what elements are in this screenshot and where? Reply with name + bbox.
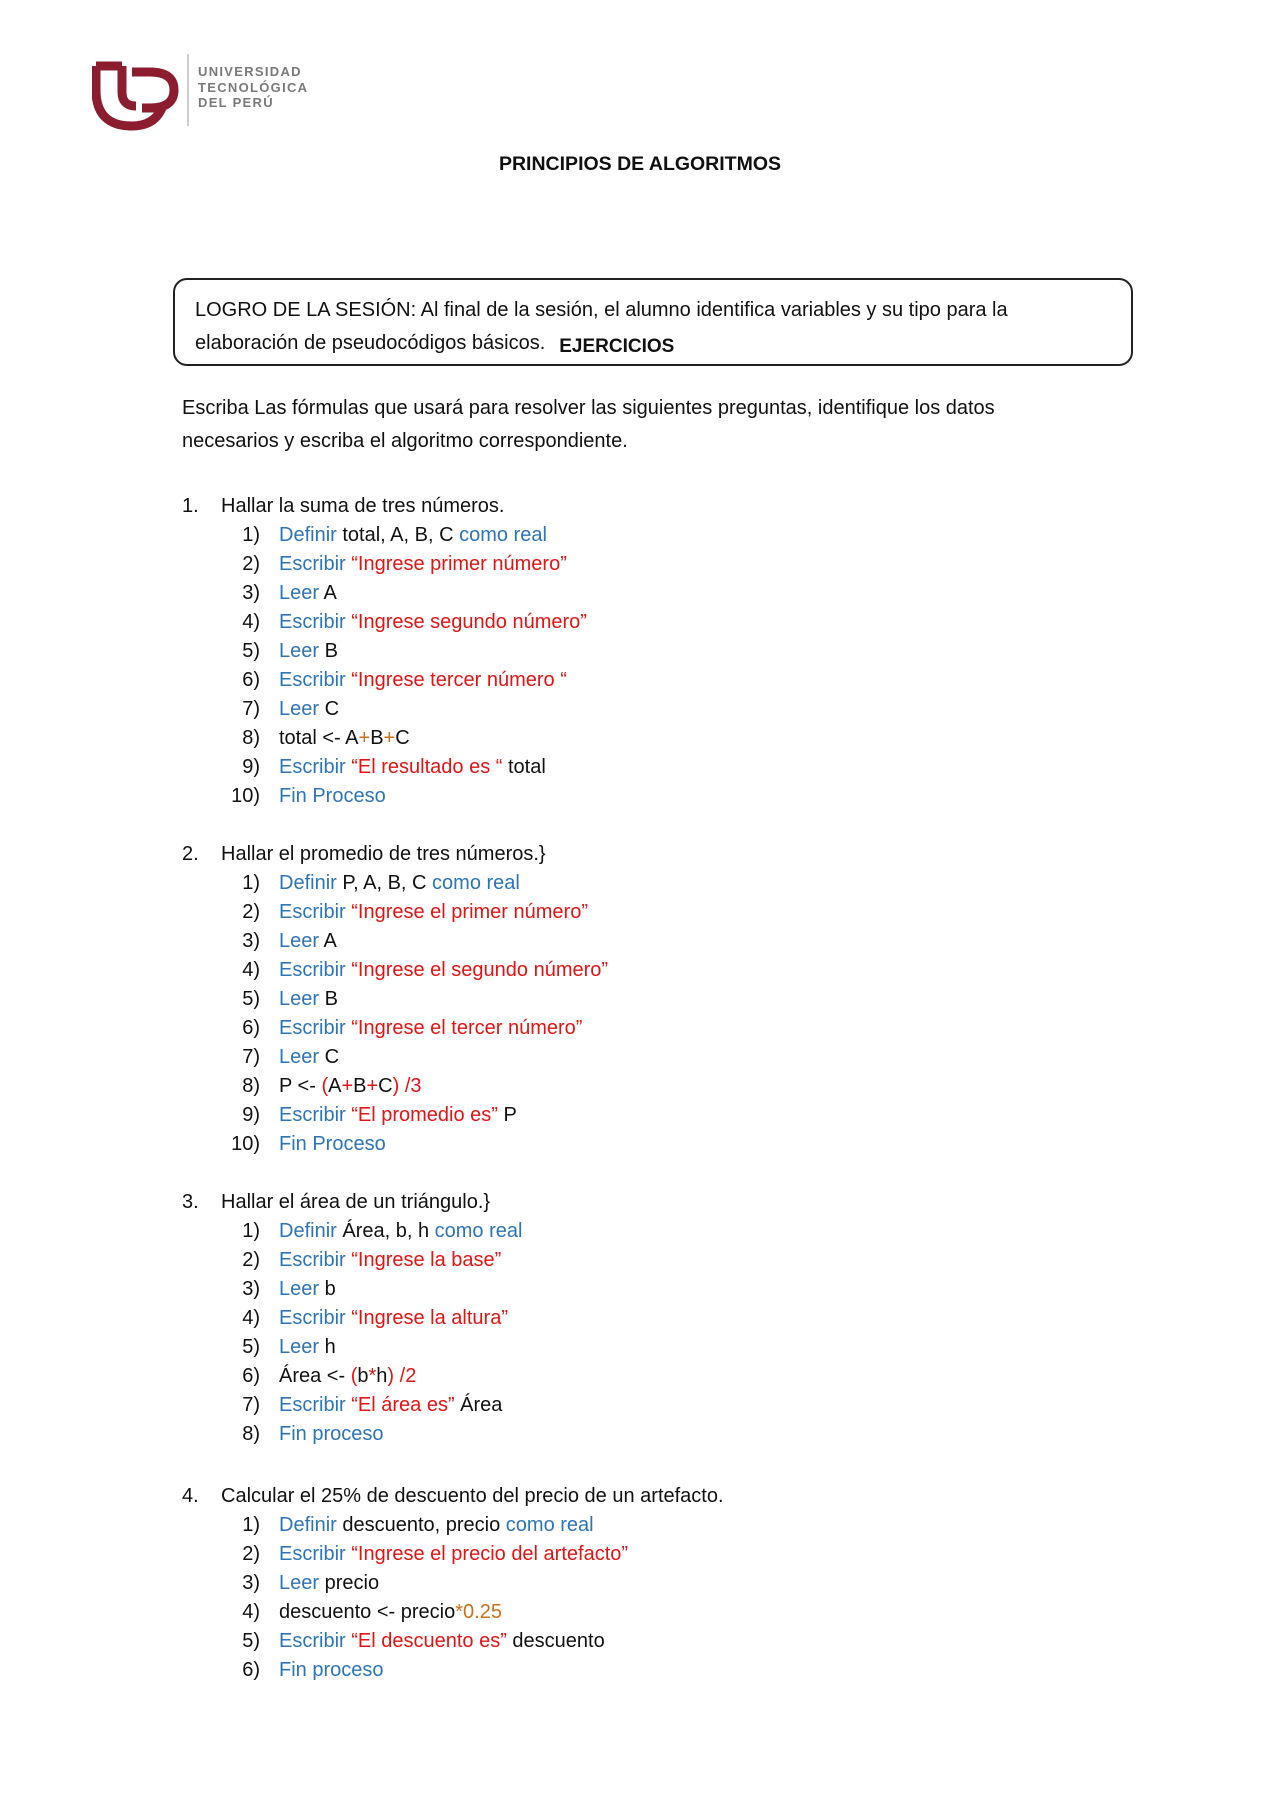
exercise-title: Hallar la suma de tres números. — [221, 495, 505, 517]
step-number: 5) — [242, 1336, 260, 1358]
keyword-token: Leer — [279, 1572, 320, 1594]
keyword-token: Definir — [279, 1514, 337, 1536]
keyword-token: como real — [459, 524, 547, 546]
step-row — [182, 666, 1132, 695]
exercise-number: 1. — [182, 495, 199, 517]
string-token: ) /2 — [387, 1365, 417, 1387]
string-token: “Ingrese la base” — [351, 1249, 502, 1271]
step-number: 9) — [242, 1104, 260, 1126]
step-number: 6) — [242, 1659, 260, 1681]
exercise-number: 3. — [182, 1191, 199, 1213]
step-row — [182, 1072, 1132, 1101]
step-number: 2) — [242, 1543, 260, 1565]
code-text: Área — [454, 1394, 503, 1416]
keyword-token: Leer — [279, 698, 320, 720]
string-token: “Ingrese el segundo número” — [351, 959, 609, 981]
step-number: 4) — [242, 611, 260, 633]
step-number: 3) — [242, 930, 260, 952]
step-number: 3) — [242, 1572, 260, 1594]
keyword-token: como real — [432, 872, 520, 894]
string-token: “Ingrese el tercer número” — [351, 1017, 583, 1039]
step-number: 1) — [242, 1514, 260, 1536]
keyword-token: Escribir — [279, 1543, 346, 1565]
step-number: 7) — [242, 698, 260, 720]
exercise-number: 4. — [182, 1485, 199, 1507]
page-title: PRINCIPIOS DE ALGORITMOS — [498, 153, 782, 175]
code-text: total <- A — [279, 727, 359, 749]
step-row — [182, 579, 1132, 608]
keyword-token: Escribir — [279, 901, 346, 923]
step-row — [182, 1656, 1132, 1685]
step-row — [182, 1130, 1132, 1159]
step-number: 6) — [242, 1365, 260, 1387]
step-number: 7) — [242, 1394, 260, 1416]
code-text: P, A, B, C — [336, 872, 433, 894]
keyword-token: Escribir — [279, 1017, 346, 1039]
keyword-token: Escribir — [279, 553, 346, 575]
operator-token: + — [383, 727, 396, 749]
step-number: 6) — [242, 669, 260, 691]
code-text: h — [376, 1365, 388, 1387]
code-text: P — [497, 1104, 517, 1126]
exercise-title: Hallar el promedio de tres números.} — [221, 843, 546, 865]
code-text: A — [328, 1075, 342, 1097]
step-number: 1) — [242, 524, 260, 546]
string-token: + — [341, 1075, 354, 1097]
step-number: 1) — [242, 872, 260, 894]
ejercicios-heading: EJERCICIOS — [559, 336, 675, 357]
string-token: “Ingrese segundo número” — [351, 611, 587, 633]
step-row — [182, 956, 1132, 985]
intro-line-2: necesarios y escriba el algoritmo correspondiente. — [182, 430, 628, 452]
string-token: “El promedio es” — [351, 1104, 498, 1126]
code-text: A — [319, 930, 337, 952]
exercise-heading — [182, 840, 1132, 869]
step-number: 6) — [242, 1017, 260, 1039]
logo-line: UNIVERSIDAD — [198, 64, 302, 79]
keyword-token: Escribir — [279, 1307, 346, 1329]
step-row — [182, 1391, 1132, 1420]
code-text: b — [319, 1278, 336, 1300]
step-row — [182, 1569, 1132, 1598]
exercise-4 — [182, 1482, 1132, 1685]
keyword-token: Escribir — [279, 1630, 346, 1652]
step-number: 7) — [242, 1046, 260, 1068]
logo-wordmark — [198, 64, 308, 111]
logro-line-1: LOGRO DE LA SESIÓN: Al final de la sesión, el alumno identifica variables y su tipo para la — [195, 299, 1008, 321]
step-number: 5) — [242, 1630, 260, 1652]
code-text: A — [319, 582, 337, 604]
keyword-token: Fin proceso — [279, 1423, 384, 1445]
logro-text — [195, 294, 1095, 360]
step-number: 4) — [242, 1307, 260, 1329]
keyword-token: Escribir — [279, 959, 346, 981]
step-number: 9) — [242, 756, 260, 778]
steps-list — [182, 521, 1132, 811]
operator-token: *0.25 — [455, 1601, 502, 1623]
step-number: 8) — [242, 727, 260, 749]
logro-line-2: elaboración de pseudocódigos básicos. — [195, 332, 546, 354]
utp-logo-mark-icon — [92, 52, 192, 132]
step-row — [182, 695, 1132, 724]
step-number: 8) — [242, 1423, 260, 1445]
code-text: P <- — [279, 1075, 322, 1097]
keyword-token: Leer — [279, 1278, 320, 1300]
code-text: b — [357, 1365, 369, 1387]
step-number: 3) — [242, 1278, 260, 1300]
steps-list — [182, 1217, 1132, 1449]
step-row — [182, 927, 1132, 956]
keyword-token: Escribir — [279, 1104, 346, 1126]
string-token: “Ingrese el primer número” — [351, 901, 588, 923]
step-row — [182, 985, 1132, 1014]
keyword-token: como real — [434, 1220, 523, 1242]
code-text: C — [319, 698, 340, 720]
string-token: “El área es” — [351, 1394, 455, 1416]
steps-list — [182, 1511, 1132, 1685]
exercise-title: Calcular el 25% de descuento del precio de un artefacto. — [221, 1485, 724, 1507]
logo-line: DEL PERÚ — [198, 95, 274, 110]
exercise-number: 2. — [182, 843, 199, 865]
step-row — [182, 1275, 1132, 1304]
step-number: 2) — [242, 901, 260, 923]
keyword-token: Escribir — [279, 756, 346, 778]
step-row — [182, 521, 1132, 550]
step-number: 2) — [242, 553, 260, 575]
step-row — [182, 1420, 1132, 1449]
string-token: ( — [321, 1075, 329, 1097]
step-row — [182, 1511, 1132, 1540]
code-text: descuento — [506, 1630, 605, 1652]
string-token: “El resultado es “ — [351, 756, 503, 778]
code-text: total, A, B, C — [336, 524, 460, 546]
step-row — [182, 782, 1132, 811]
keyword-token: Leer — [279, 640, 320, 662]
string-token: “El descuento es” — [351, 1630, 507, 1652]
step-number: 5) — [242, 640, 260, 662]
keyword-token: Leer — [279, 582, 320, 604]
keyword-token: Definir — [279, 1220, 337, 1242]
code-text: B — [353, 1075, 367, 1097]
exercise-heading — [182, 1188, 1132, 1217]
keyword-token: Fin proceso — [279, 1659, 384, 1681]
string-token: * — [368, 1365, 377, 1387]
code-text: descuento <- precio — [279, 1601, 456, 1623]
step-number: 3) — [242, 582, 260, 604]
keyword-token: Leer — [279, 988, 320, 1010]
string-token: “Ingrese tercer número “ — [351, 669, 567, 691]
code-text: descuento, precio — [336, 1514, 506, 1536]
step-row — [182, 1627, 1132, 1656]
keyword-token: Fin Proceso — [279, 785, 386, 807]
keyword-token: Leer — [279, 930, 320, 952]
keyword-token: Escribir — [279, 611, 346, 633]
exercise-3 — [182, 1188, 1132, 1449]
step-row — [182, 1540, 1132, 1569]
string-token: + — [366, 1075, 379, 1097]
code-text: C — [395, 727, 410, 749]
keyword-token: como real — [505, 1514, 594, 1536]
keyword-token: Definir — [279, 872, 337, 894]
step-row — [182, 1304, 1132, 1333]
string-token: “Ingrese la altura” — [351, 1307, 508, 1329]
code-text: C — [319, 1046, 340, 1068]
step-row — [182, 898, 1132, 927]
string-token: “Ingrese primer número” — [351, 553, 567, 575]
step-row — [182, 608, 1132, 637]
keyword-token: Escribir — [279, 669, 346, 691]
step-row — [182, 1362, 1132, 1391]
step-row — [182, 1333, 1132, 1362]
step-row — [182, 1043, 1132, 1072]
code-text: total — [502, 756, 546, 778]
step-number: 10) — [231, 1133, 260, 1155]
step-row — [182, 1217, 1132, 1246]
operator-token: + — [358, 727, 371, 749]
code-text: C — [378, 1075, 393, 1097]
string-token: ( — [350, 1365, 358, 1387]
step-row — [182, 550, 1132, 579]
code-text: Área <- — [279, 1365, 351, 1387]
keyword-token: Escribir — [279, 1249, 346, 1271]
exercise-heading — [182, 492, 1132, 521]
code-text: Área, b, h — [336, 1220, 435, 1242]
code-text: B — [319, 640, 338, 662]
step-row — [182, 869, 1132, 898]
step-row — [182, 724, 1132, 753]
step-number: 4) — [242, 959, 260, 981]
instructions-paragraph — [182, 392, 1112, 458]
code-text: B — [319, 988, 338, 1010]
step-number: 1) — [242, 1220, 260, 1242]
step-number: 10) — [231, 785, 260, 807]
steps-list — [182, 869, 1132, 1159]
code-text: B — [370, 727, 384, 749]
step-row — [182, 1246, 1132, 1275]
step-number: 4) — [242, 1601, 260, 1623]
utp-logo — [92, 52, 332, 132]
keyword-token: Fin Proceso — [279, 1133, 386, 1155]
step-row — [182, 1014, 1132, 1043]
step-number: 5) — [242, 988, 260, 1010]
code-text: h — [319, 1336, 336, 1358]
step-row — [182, 1598, 1132, 1627]
code-text: precio — [319, 1572, 380, 1594]
exercise-title: Hallar el área de un triángulo.} — [221, 1191, 491, 1213]
exercise-2 — [182, 840, 1132, 1159]
step-row — [182, 1101, 1132, 1130]
string-token: “Ingrese el precio del artefacto” — [351, 1543, 629, 1565]
keyword-token: Escribir — [279, 1394, 346, 1416]
step-row — [182, 753, 1132, 782]
string-token: ) /3 — [392, 1075, 422, 1097]
intro-line-1: Escriba Las fórmulas que usará para resolver las siguientes preguntas, identifique los datos — [182, 397, 995, 419]
keyword-token: Leer — [279, 1336, 320, 1358]
logo-line: TECNOLÓGICA — [198, 79, 309, 95]
exercise-1 — [182, 492, 1132, 811]
step-number: 2) — [242, 1249, 260, 1271]
step-row — [182, 637, 1132, 666]
keyword-token: Definir — [279, 524, 337, 546]
logro-box — [173, 278, 1133, 366]
step-number: 8) — [242, 1075, 260, 1097]
exercise-heading — [182, 1482, 1132, 1511]
keyword-token: Leer — [279, 1046, 320, 1068]
